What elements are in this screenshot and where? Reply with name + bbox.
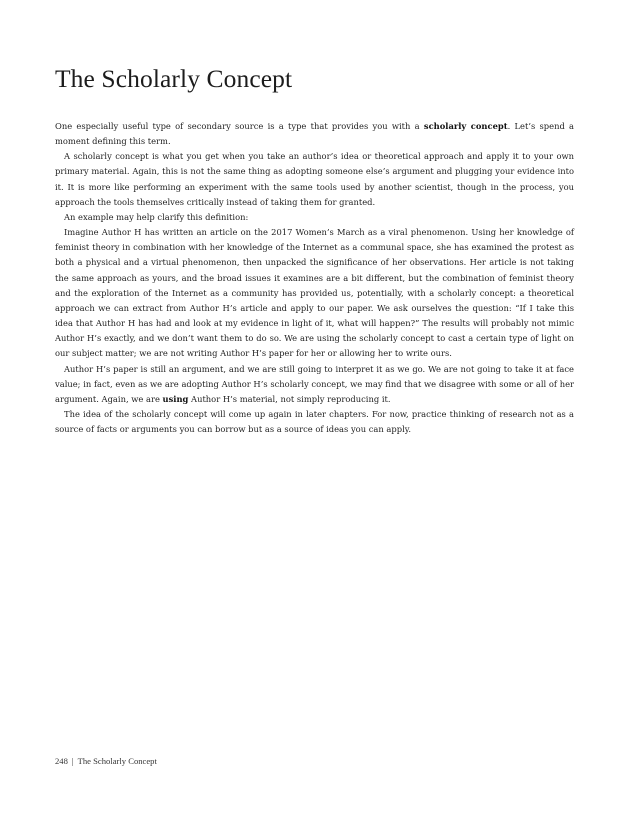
running-title: The Scholarly Concept bbox=[77, 756, 157, 766]
paragraph-example: Imagine Author H has written an article on the 2017 Women’s March as a viral phenomenon. Using her knowledge of feminist theory in combination with her knowledge of the Internet as a communal space, she has examined the protest as both a physical and a virtual phenomenon, then unpacked the significance of her observations. Her article is not taking the same approach as yours, and the broad issues it examines are a bit different, but the combination of feminist theory and the exploration of the Internet as a community has provided us, potentially, with a scholarly concept: a theoretical approach we can extract from Author H’s article and apply to our paper. We ask ourselves the question: “If I take this idea that Author H has had and look at my evidence in light of it, what will happen?” The results will probably not mimic Author H’s exactly, and we don’t want them to do so. We are using the scholarly concept to cast a certain type of light on our subject matter; we are not writing Author H’s paper for her or allowing her to write ours. bbox=[55, 227, 574, 359]
page-title: The Scholarly Concept bbox=[55, 64, 293, 93]
paragraph-intro-text-end: . Let’s spend a moment defining this term. bbox=[55, 121, 575, 147]
term-using: using bbox=[162, 393, 189, 404]
page-footer bbox=[55, 756, 157, 766]
body-text bbox=[55, 119, 574, 437]
paragraph-interpretation-text-end: Author H’s material, not simply reproducing it. bbox=[188, 393, 391, 404]
paragraph-example-lead: An example may help clarify this definition: bbox=[64, 211, 249, 222]
term-scholarly-concept: scholarly concept bbox=[423, 121, 508, 131]
paragraph-intro-text-start: One especially useful type of secondary source is a type that provides you with a bbox=[55, 121, 424, 131]
paragraph-interpretation-text-start: Author H’s paper is still an argument, and we are still going to interpret it as we go. We are not going to take it at face value; in fact, even as we are adopting Author H’s scholarly concept, we may find that we disagree with some or all of her argument. Again, we are bbox=[55, 363, 574, 404]
paragraph-interpretation bbox=[55, 362, 574, 407]
footer-separator: | bbox=[71, 756, 74, 766]
page-number: 248 bbox=[55, 756, 68, 766]
paragraph-intro bbox=[55, 119, 574, 149]
paragraph-conclusion: The idea of the scholarly concept will come up again in later chapters. For now, practice thinking of research not as a source of facts or arguments you can borrow but as a source of ideas you can apply. bbox=[55, 408, 574, 435]
paragraph-definition: A scholarly concept is what you get when you take an author’s idea or theoretical approach and apply it to your own primary material. Again, this is not the same thing as adopting someone else’s argument and plugging your evidence into it. It is more like performing an experiment with the same tools used by another scientist, though in the process, you approach the tools themselves critically instead of taking them for granted. bbox=[55, 151, 574, 207]
